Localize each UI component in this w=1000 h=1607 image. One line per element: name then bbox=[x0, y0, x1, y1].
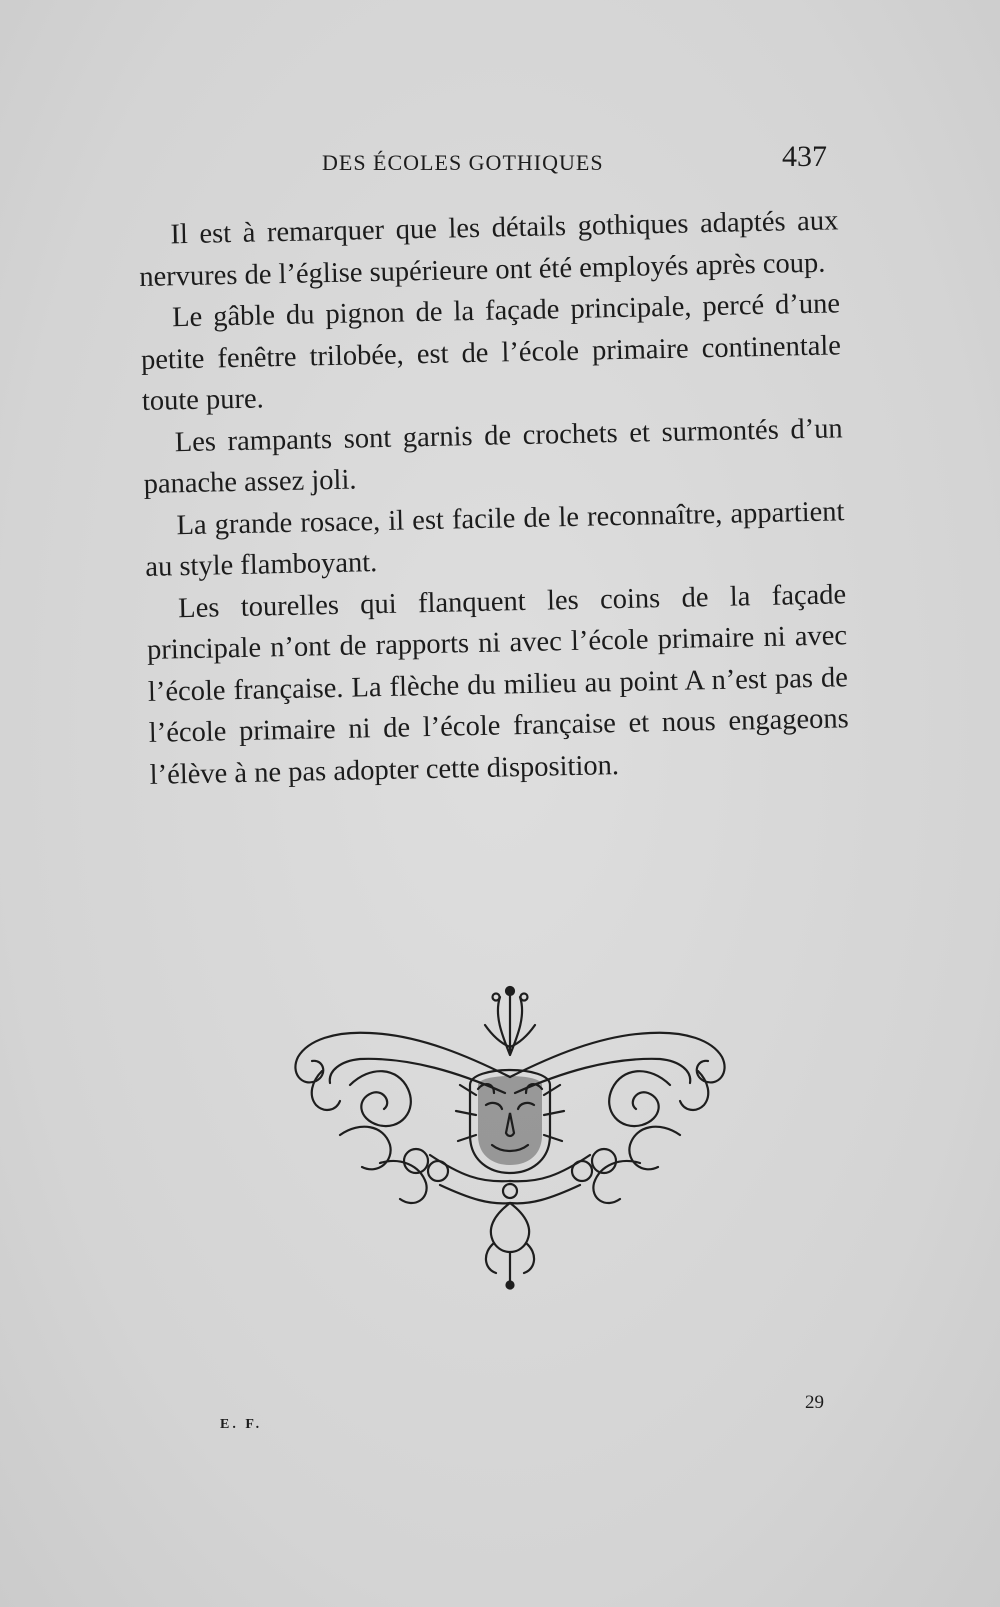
paragraph: Les rampants sont garnis de crochets et surmontés d’un panache assez joli. bbox=[143, 412, 843, 500]
paragraph: Les tourelles qui flanquent les coins de la façade principale n’ont de rapports ni avec l’école primaire ni avec l’école française. La flèche du milieu au point A n’est pas de l’école primaire ni de l’école française et nous engageons l’élève à ne pas adopter cette disposition. bbox=[146, 578, 850, 791]
sheet-number: 29 bbox=[805, 1392, 824, 1413]
body-text bbox=[138, 200, 850, 796]
paragraph: Le gâble du pignon de la façade principale, percé d’une petite fenêtre trilobée, est de l’école primaire continentale toute pure. bbox=[140, 288, 842, 417]
lion-mask-scroll-ornament-icon bbox=[280, 985, 740, 1290]
page-number: 437 bbox=[782, 140, 827, 173]
paragraph: La grande rosace, il est facile de le reconnaître, appartient au style flamboyant. bbox=[145, 495, 845, 583]
running-title: DES ÉCOLES GOTHIQUES bbox=[322, 150, 604, 175]
signature-mark: E. F. bbox=[220, 1417, 263, 1432]
paragraph: Il est à remarquer que les détails gothiques adaptés aux nervures de l’église supérieure ont été employés après coup. bbox=[138, 205, 839, 293]
